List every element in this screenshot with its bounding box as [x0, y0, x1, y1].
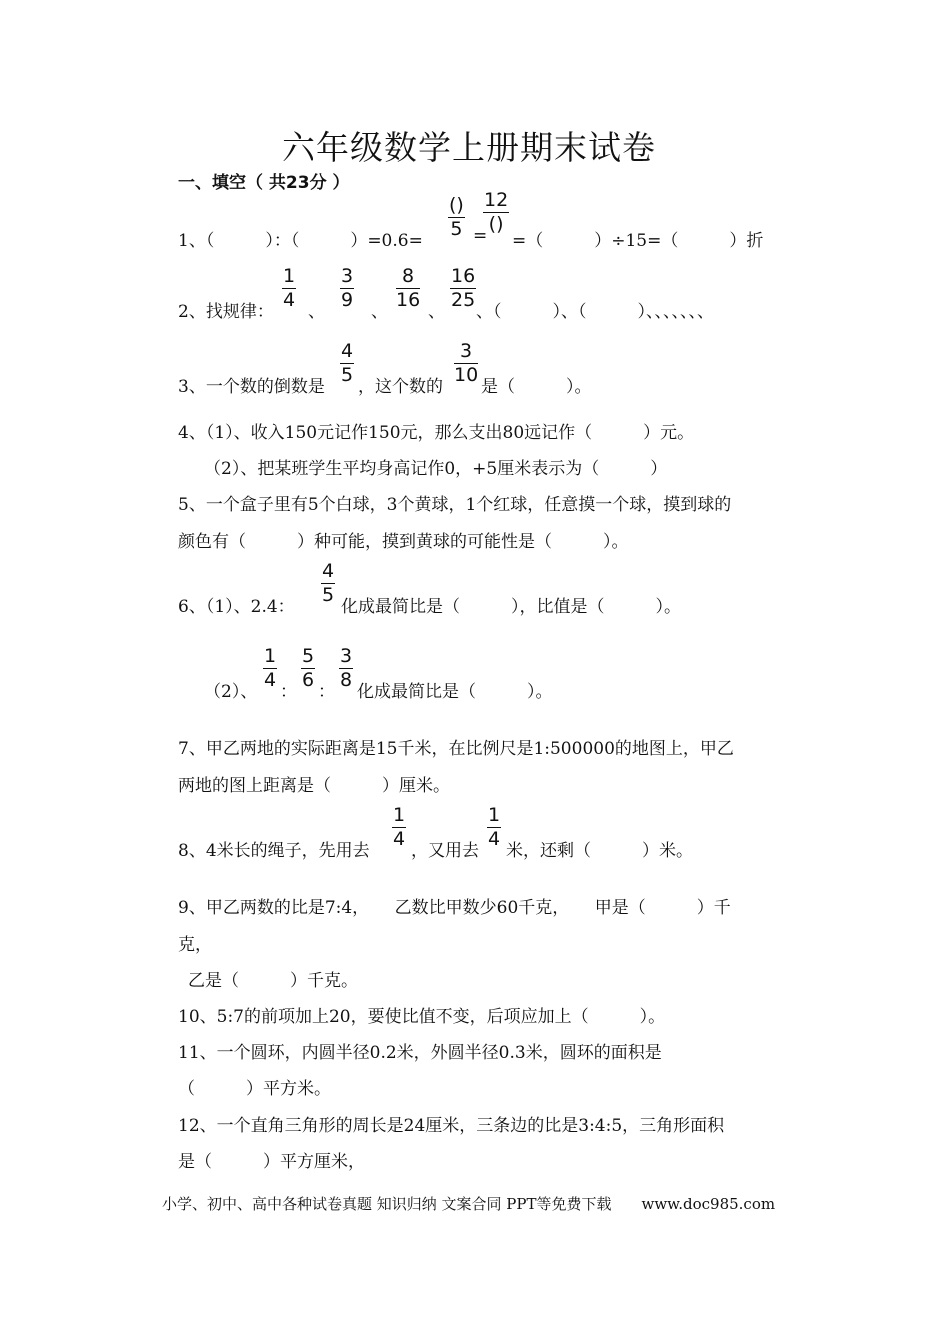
fraction-denominator: 8 — [340, 669, 353, 691]
fraction-numerator: 3 — [340, 645, 353, 667]
q2-fraction-1 — [282, 267, 296, 310]
q6-1-text-b: 化成最简比是（ ），比值是（ ）。 — [341, 597, 681, 617]
fraction-numerator: 8 — [402, 265, 415, 287]
q5-line-2: 颜色有（ ）种可能，摸到黄球的可能性是（ ）。 — [178, 532, 629, 552]
q2-separator-3: 、 — [428, 302, 445, 322]
fraction-numerator: 1 — [393, 804, 406, 826]
q2-fraction-3 — [396, 267, 420, 310]
fraction-numerator: 16 — [451, 265, 476, 287]
fraction-denominator: 4 — [393, 828, 406, 850]
q9-line-1: 9、甲乙两数的比是7:4， 乙数比甲数少60千克， 甲是（ ）千 — [178, 898, 731, 918]
q9-line-2: 克， — [178, 935, 212, 955]
fraction-numerator: 3 — [341, 265, 354, 287]
q11-line-2: （ ）平方米。 — [178, 1079, 331, 1099]
q7-line-2: 两地的图上距离是（ ）厘米。 — [178, 776, 450, 796]
q8-text-b: ，又用去 — [411, 841, 479, 861]
fraction-numerator: 1 — [264, 645, 277, 667]
q10-line: 10、5:7的前项加上20，要使比值不变，后项应加上（ ）。 — [178, 1007, 666, 1027]
fraction-denominator: 6 — [302, 669, 315, 691]
q5-line-1: 5、一个盒子里有5个白球，3个黄球，1个红球，任意摸一个球，摸到球的 — [178, 495, 732, 515]
q2-separator-2: 、 — [371, 302, 388, 322]
q6-2-fraction-2 — [301, 647, 315, 690]
q4-line-1: 4、（1）、收入150元记作150元，那么支出80远记作（ ）元。 — [178, 423, 695, 443]
fraction-denominator: 5 — [322, 584, 335, 606]
fraction-denominator: 5 — [341, 364, 354, 386]
q12-line-1: 12、一个直角三角形的周长是24厘米，三条边的比是3:4:5，三角形面积 — [178, 1116, 725, 1136]
fraction-denominator: 25 — [451, 289, 476, 311]
fraction-denominator: () — [488, 213, 504, 235]
fraction-numerator: () — [449, 194, 464, 216]
q11-line-1: 11、一个圆环，内圆半径0.2米，外圆半径0.3米，圆环的面积是 — [178, 1043, 662, 1063]
q2-separator-1: 、 — [308, 302, 325, 322]
q1-fraction-1 — [448, 196, 465, 239]
fraction-denominator: 10 — [454, 364, 479, 386]
q6-2-colon-2: ： — [318, 682, 335, 702]
q2-text-b: 、（ ）、（ ）、、、、、、、 — [476, 302, 714, 322]
q8-text-a: 8、4米长的绳子，先用去 — [178, 841, 370, 861]
q6-2-colon-1: ： — [280, 682, 297, 702]
q3-fraction-2 — [454, 342, 478, 385]
q1-text-b: =（ ）÷15=（ ）折 — [512, 231, 764, 251]
q2-fraction-4 — [450, 267, 476, 310]
fraction-numerator: 3 — [460, 340, 473, 362]
fraction-numerator: 1 — [488, 804, 501, 826]
q6-2-text-b: 化成最简比是（ ）。 — [357, 682, 553, 702]
q12-line-2: 是（ ）平方厘米， — [178, 1152, 365, 1172]
q6-2-fraction-1 — [263, 647, 277, 690]
fraction-numerator: 1 — [283, 265, 296, 287]
q2-fraction-2 — [340, 267, 354, 310]
fraction-denominator: 4 — [488, 828, 501, 850]
q1-fraction-2 — [483, 191, 509, 234]
fraction-numerator: 12 — [484, 189, 509, 211]
fraction-denominator: 9 — [341, 289, 354, 311]
q9-line-3: 乙是（ ）千克。 — [188, 971, 358, 991]
fraction-denominator: 5 — [450, 218, 463, 240]
q1-equals: = — [473, 226, 488, 246]
q3-fraction-1 — [340, 342, 354, 385]
q4-line-2: （2）、把某班学生平均身高记作0，+5厘米表示为（ ） — [204, 459, 668, 479]
page-title: 六年级数学上册期末试卷 — [282, 128, 656, 167]
section-heading: 一、填空（ 共23分 ） — [178, 173, 350, 193]
q3-text-c: 是（ ）。 — [481, 377, 592, 397]
page-footer: 小学、初中、高中各种试卷真题 知识归纳 文案合同 PPT等免费下载 www.doc985.com — [162, 1195, 776, 1213]
fraction-denominator: 4 — [264, 669, 277, 691]
q8-fraction-1 — [392, 806, 406, 849]
fraction-numerator: 4 — [322, 560, 335, 582]
q8-fraction-2 — [487, 806, 501, 849]
q8-text-c: 米，还剩（ ）米。 — [506, 841, 693, 861]
q1-text-a: 1、（ ）：（ ）=0.6= — [178, 231, 423, 251]
fraction-denominator: 4 — [283, 289, 296, 311]
fraction-numerator: 5 — [302, 645, 315, 667]
q6-2-text-a: （2）、 — [204, 682, 258, 702]
q6-2-fraction-3 — [339, 647, 353, 690]
q7-line-1: 7、甲乙两地的实际距离是15千米，在比例尺是1:500000的地图上，甲乙 — [178, 739, 734, 759]
q6-1-text-a: 6、（1）、2.4： — [178, 597, 295, 617]
q3-text-a: 3、一个数的倒数是 — [178, 377, 325, 397]
fraction-numerator: 4 — [341, 340, 354, 362]
q6-1-fraction — [321, 562, 335, 605]
q2-text-a: 2、找规律： — [178, 302, 274, 322]
fraction-denominator: 16 — [396, 289, 421, 311]
q3-text-b: ，这个数的 — [358, 377, 443, 397]
